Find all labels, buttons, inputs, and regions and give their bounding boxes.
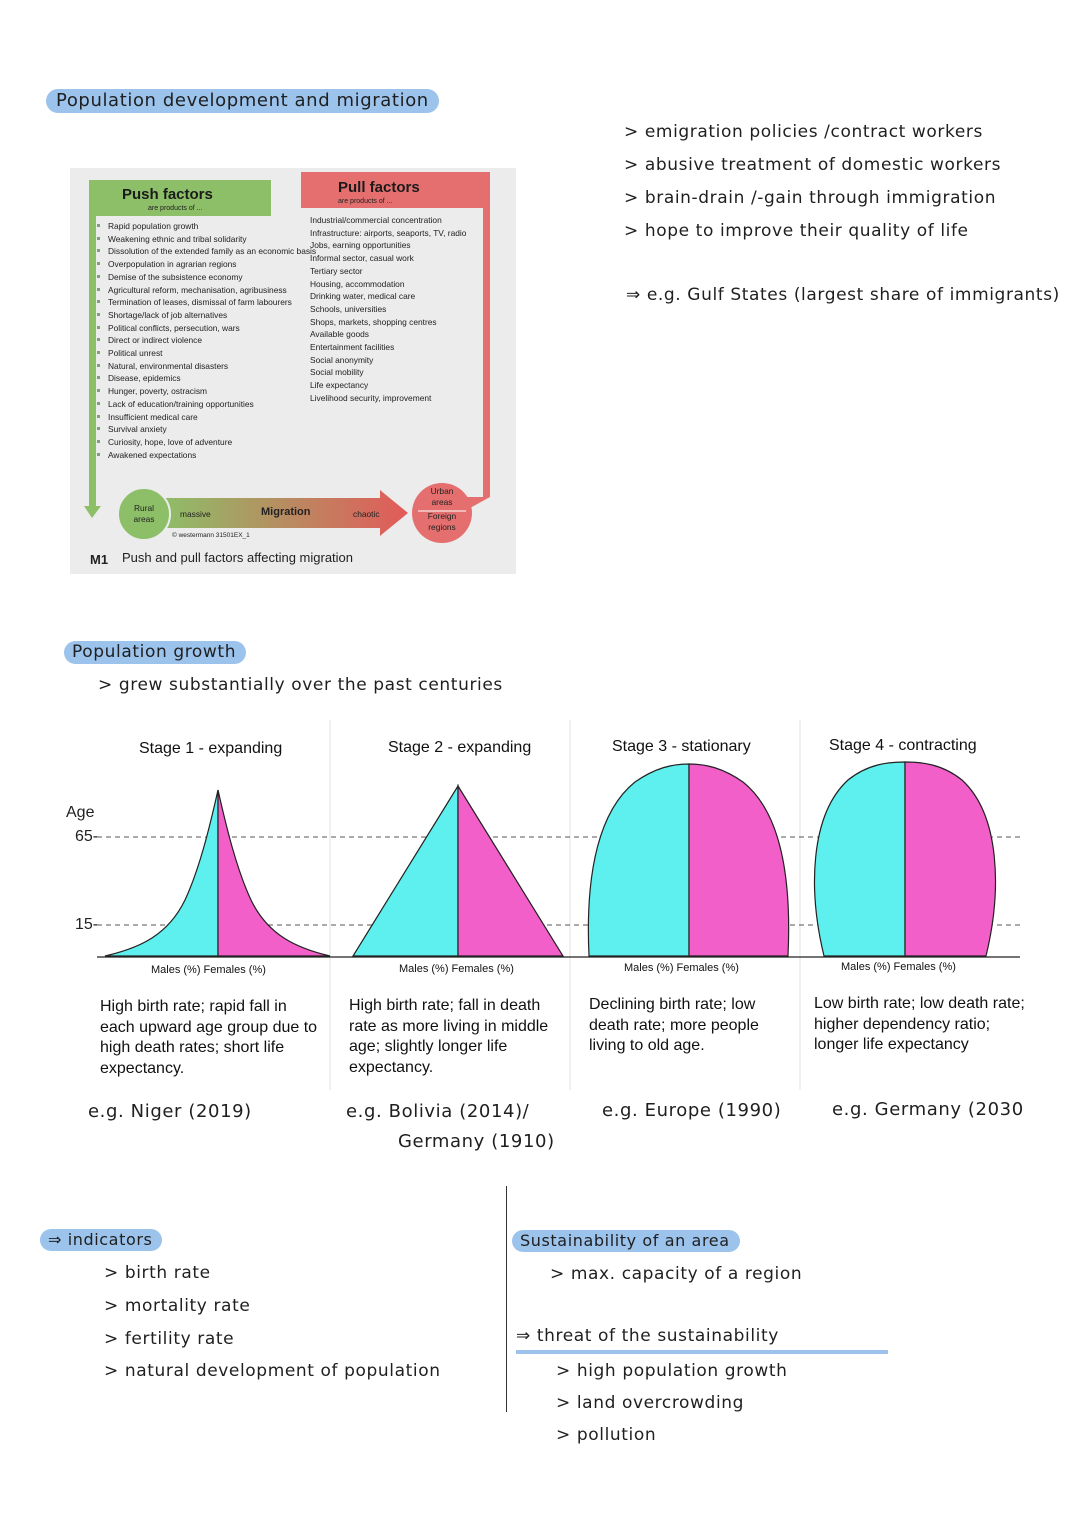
sustainability-capacity: > max. capacity of a region [550,1264,803,1284]
push-factor-item: Direct or indirect violence [96,334,316,347]
stage4-example: e.g. Germany (2030 [832,1099,1024,1120]
pull-factor-item: Shops, markets, shopping centres [310,316,437,327]
push-factor-item: Agricultural reform, mechanisation, agribusiness [96,284,316,297]
stage2-males [353,786,458,956]
stage1-axis-label: Males (%) Females (%) [151,964,266,976]
stage1-description: High birth rate; rapid fall in each upward age group due to high death rates; short life expectancy. [100,998,318,1077]
pull-factor-item: Tertiary sector [310,265,363,276]
pull-factor-item: Housing, accommodation [310,278,405,289]
note-abusive-treatment: > abusive treatment of domestic workers [624,155,1002,175]
pull-factor-item: Social mobility [310,367,364,378]
stage4-axis-label: Males (%) Females (%) [841,961,956,973]
stage2-example: e.g. Bolivia (2014)/ [346,1101,530,1122]
stage2-example-2: Germany (1910) [398,1131,555,1152]
push-factor-item: Dissolution of the extended family as an economic basis [96,245,316,258]
stage1-males [105,790,218,956]
stage4-females [905,762,995,956]
push-factor-item: Curiosity, hope, love of adventure [96,436,316,449]
stage2-females [458,786,563,956]
migration-label: Migration [261,506,311,518]
push-factor-item: Awakened expectations [96,449,316,462]
push-factor-item: Lack of education/training opportunities [96,398,316,411]
age-axis-label: Age [66,804,95,821]
push-factor-item: Disease, epidemics [96,372,316,385]
age-tick-15: 15- [75,916,99,933]
population-growth-line: > grew substantially over the past centuries [98,675,503,695]
sustainability-threat: ⇒ threat of the sustainability [516,1326,888,1354]
stage1-title: Stage 1 - expanding [139,740,283,757]
stage3-example: e.g. Europe (1990) [602,1100,782,1121]
push-side-bar [89,216,96,506]
push-factor-item: Hunger, poverty, ostracism [96,385,316,398]
chaotic-label: chaotic [353,509,380,519]
push-factor-item: Insufficient medical care [96,411,316,424]
indicator-fertility-rate: > fertility rate [104,1329,235,1349]
pull-factor-item: Life expectancy [310,380,369,391]
population-growth-heading: Population growth [64,641,246,664]
figure-caption: Push and pull factors affecting migration [122,550,354,565]
stage4-title: Stage 4 - contracting [829,737,977,754]
stage4-description: Low birth rate; low death rate; higher dependency ratio; longer life expectancy [814,995,1025,1053]
threat-pollution: > pollution [556,1425,657,1445]
push-factor-item: Rapid population growth [96,220,316,233]
stage3-title: Stage 3 - stationary [612,738,751,755]
push-factor-item: Political unrest [96,347,316,360]
stage2-description: High birth rate; fall in death rate as more living in middle age; slightly longer life expectancy. [349,997,549,1076]
push-factors-list [96,220,316,461]
note-example-gulf: ⇒ e.g. Gulf States (largest share of immigrants) [626,285,1060,305]
pull-factor-item: Schools, universities [310,303,387,314]
note-hope: > hope to improve their quality of life [624,221,969,241]
note-emigration-policies: > emigration policies /contract workers [624,122,983,142]
push-factor-item: Demise of the subsistence economy [96,271,316,284]
push-subtitle: are products of ... [148,205,203,212]
stage1-example: e.g. Niger (2019) [88,1101,252,1122]
push-title: Push factors [122,186,213,203]
threat-population-growth: > high population growth [556,1361,788,1381]
indicator-birth-rate: > birth rate [104,1263,211,1283]
push-factor-item: Overpopulation in agrarian regions [96,258,316,271]
pull-factor-item: Jobs, earning opportunities [310,240,411,251]
indicator-mortality-rate: > mortality rate [104,1296,251,1316]
foreign-label: Foreign regions [427,511,457,532]
stage4-males [815,762,905,956]
pull-factor-item: Drinking water, medical care [310,291,416,302]
column-divider [506,1186,507,1412]
figure-push-pull [70,168,516,574]
pull-factor-item: Entertainment facilities [310,342,395,353]
push-factor-item: Termination of leases, dismissal of farm labourers [96,296,316,309]
stage2-axis-label: Males (%) Females (%) [399,963,514,975]
push-down-arrowhead [84,506,101,518]
pull-factors-list [310,214,466,405]
stage3-females [689,764,789,956]
indicator-natural-development: > natural development of population [104,1361,441,1381]
note-brain-drain: > brain-drain /-gain through immigration [624,188,997,208]
pull-subtitle: are products of ... [338,198,393,205]
pull-side-bar [483,172,490,497]
figure-caption-number: M1 [90,552,109,567]
pull-factor-item: Industrial/commercial concentration [310,215,442,225]
push-factor-item: Shortage/lack of job alternatives [96,309,316,322]
push-factor-item: Natural, environmental disasters [96,360,316,373]
push-factor-item: Political conflicts, persecution, wars [96,322,316,335]
pull-title: Pull factors [338,179,420,196]
pull-factor-item: Livelihood security, improvement [310,392,432,403]
threat-overcrowding: > land overcrowding [556,1393,745,1413]
push-factor-item: Survival anxiety [96,423,316,436]
push-factor-item: Weakening ethnic and tribal solidarity [96,233,316,246]
pull-factor-item: Social anonymity [310,354,374,365]
urban-label: Urban areas [430,486,454,507]
pull-factor-item: Infrastructure: airports, seaports, TV, radio [310,227,467,238]
age-tick-65: 65- [75,828,99,845]
stage3-description: Declining birth rate; low death rate; more people living to old age. [589,996,759,1054]
pull-factor-item: Available goods [310,329,369,340]
rural-label: Rural areas [133,503,155,524]
stage3-males [588,764,689,956]
westermann-credit: © westermann 31501EX_1 [172,532,250,539]
page-title: Population development and migration [46,89,439,113]
pull-factor-item: Informal sector, casual work [310,253,414,264]
sustainability-heading: Sustainability of an area [512,1230,740,1252]
stage1-females [218,790,330,956]
indicators-heading: ⇒ indicators [40,1229,162,1251]
stage2-title: Stage 2 - expanding [388,739,532,756]
massive-label: massive [180,509,211,519]
stage3-axis-label: Males (%) Females (%) [624,962,739,974]
